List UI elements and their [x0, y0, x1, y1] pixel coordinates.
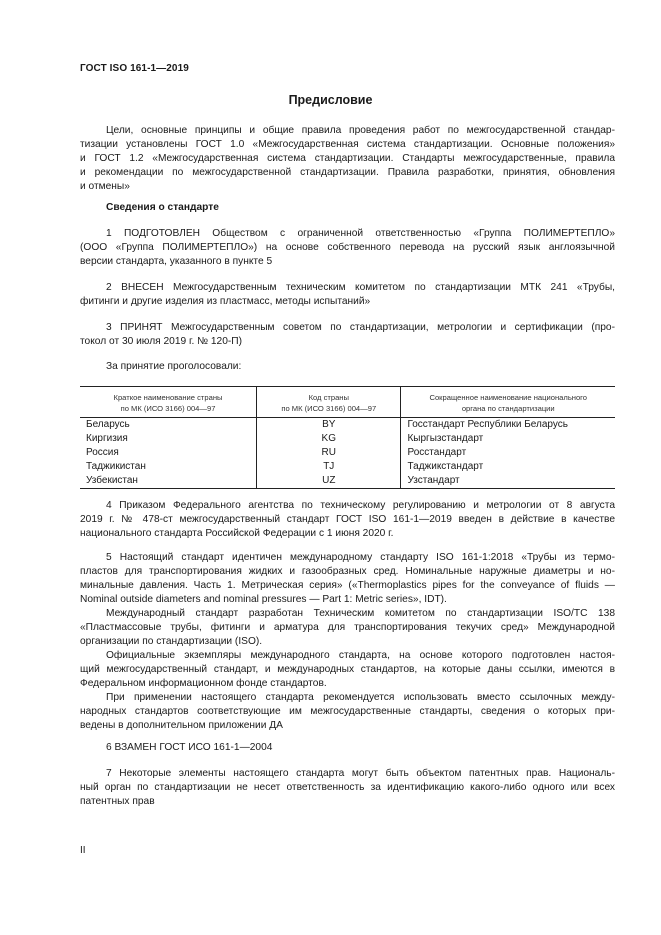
text-line: токол от 30 июля 2019 г. № 120-П) — [80, 336, 242, 347]
item-2-paragraph — [80, 281, 615, 309]
table-header-row — [80, 387, 615, 418]
item-4-paragraph — [80, 499, 615, 541]
text-line: минальные давления. Часть 1. Метрическая серия» («Thermoplastics pipes for the conveyance of fluids — — [80, 580, 615, 591]
page-number: II — [80, 845, 86, 856]
item-1-paragraph — [80, 227, 615, 269]
code-cell: KG — [257, 432, 401, 446]
text-line: и ГОСТ 1.2 «Межгосударственная система стандартизации. Стандарты межгосударственные, правила — [80, 153, 615, 164]
item-6-paragraph — [80, 741, 615, 755]
text-line: «Пластмассовые трубы, фитинги и арматура для транспортирования текучих сред» Международной — [80, 622, 615, 633]
item-5-paragraph — [80, 551, 615, 733]
code-cell: BY — [257, 418, 401, 433]
text-line: 7 Некоторые элементы настоящего стандарта могут быть объектом патентных прав. Националь- — [106, 768, 615, 779]
item-7-paragraph — [80, 767, 615, 809]
text-line: Официальные экземпляры международного стандарта, на основе которого подготовлен настоя- — [106, 650, 615, 661]
text-line: ведены в дополнительном приложении ДА — [80, 720, 283, 731]
text-line: Международный стандарт разработан Техническим комитетом по стандартизации ISO/TC 138 — [106, 608, 615, 619]
column-header-country: Краткое наименование страны по МК (ИСО 3166) 004—97 — [80, 387, 257, 418]
country-cell: Узбекистан — [80, 474, 257, 489]
text-line: и рекомендации по межгосударственной стандартизации. Правила разработки, принятия, обновления — [80, 167, 615, 178]
table-row — [80, 460, 615, 474]
document-header: ГОСТ ISO 161-1—2019 — [80, 63, 189, 74]
text-line: 6 ВЗАМЕН ГОСТ ИСО 161-1—2004 — [106, 742, 273, 753]
text-line: народных стандартов соответствующие им межгосударственные стандарты, сведения о которых при- — [80, 706, 615, 717]
text-line: 2 ВНЕСЕН Межгосударственным техническим комитетом по стандартизации МТК 241 «Трубы, — [106, 282, 615, 293]
table-row — [80, 418, 615, 433]
text-line: Федеральном информационном фонде стандартов. — [80, 678, 327, 689]
text-line: (ООО «Группа ПОЛИМЕРТЕПЛО») на основе собственного перевода на русский язык англоязычной — [80, 242, 615, 253]
text-line: 5 Настоящий стандарт идентичен международному стандарту ISO 161-1:2018 «Трубы из термо- — [106, 552, 615, 563]
text-line: фитинги и другие изделия из пластмасс, методы испытаний» — [80, 296, 371, 307]
text-line: патентных прав — [80, 796, 155, 807]
table-row — [80, 446, 615, 460]
column-header-code: Код страны по МК (ИСО 3166) 004—97 — [257, 387, 401, 418]
code-cell: UZ — [257, 474, 401, 489]
table-row — [80, 474, 615, 489]
text-line: национального стандарта Российской Федерации с 1 июня 2020 г. — [80, 528, 394, 539]
body-cell: Росстандарт — [401, 446, 615, 460]
countries-table — [80, 386, 615, 489]
text-line: Nominal outside diameters and nominal pressures — Part 1: Metric series», IDT). — [80, 594, 447, 605]
page-title: Предисловие — [288, 93, 373, 107]
text-line: 2019 г. № 478-ст межгосударственный стандарт ГОСТ ISO 161-1—2019 введен в действие в качестве — [80, 514, 615, 525]
text-line: 1 ПОДГОТОВЛЕН Обществом с ограниченной ответственностью «Группа ПОЛИМЕРТЕПЛО» — [106, 228, 615, 239]
item-3-paragraph — [80, 321, 615, 349]
code-cell: TJ — [257, 460, 401, 474]
text-line: щий межгосударственный стандарт, и международных стандартов, на которые даны ссылки, имеются в — [80, 664, 615, 675]
text-line: пластов для транспортирования жидких и газообразных сред. Номинальные наружные диаметры и но- — [80, 566, 615, 577]
body-cell: Госстандарт Республики Беларусь — [401, 418, 615, 433]
text-line: ный орган по стандартизации не несет ответственность за идентификацию какого-либо одного или всех — [80, 782, 615, 793]
text-line: и отмены» — [80, 181, 130, 192]
body-cell: Таджикстандарт — [401, 460, 615, 474]
text-line: При применении настоящего стандарта рекомендуется использовать вместо ссылочных между- — [106, 692, 615, 703]
text-line: 3 ПРИНЯТ Межгосударственным советом по стандартизации, метрологии и сертификации (про- — [106, 322, 615, 333]
body-cell: Кыргызстандарт — [401, 432, 615, 446]
column-header-body: Сокращенное наименование национального органа по стандартизации — [401, 387, 615, 418]
country-cell: Киргизия — [86, 433, 128, 444]
text-line: 4 Приказом Федерального агентства по техническому регулированию и метрологии от 8 августа — [106, 500, 615, 511]
text-line: организации по стандартизации (ISO). — [80, 636, 263, 647]
country-cell: Россия — [86, 447, 119, 458]
code-cell: RU — [257, 446, 401, 460]
country-cell: Беларусь — [86, 419, 130, 430]
body-cell: Узстандарт — [401, 474, 615, 489]
text-line: Цели, основные принципы и общие правила проведения работ по межгосударственной стандар- — [106, 125, 615, 136]
intro-paragraph — [80, 124, 615, 194]
country-cell: Таджикистан — [86, 461, 146, 472]
voted-label: За принятие проголосовали: — [106, 361, 242, 372]
text-line: тизации установлены ГОСТ 1.0 «Межгосударственная система стандартизации. Основные положения» — [80, 139, 615, 150]
text-line: версии стандарта, указанного в пункте 5 — [80, 256, 273, 267]
section-heading: Сведения о стандарте — [106, 202, 219, 213]
table-row — [80, 432, 615, 446]
